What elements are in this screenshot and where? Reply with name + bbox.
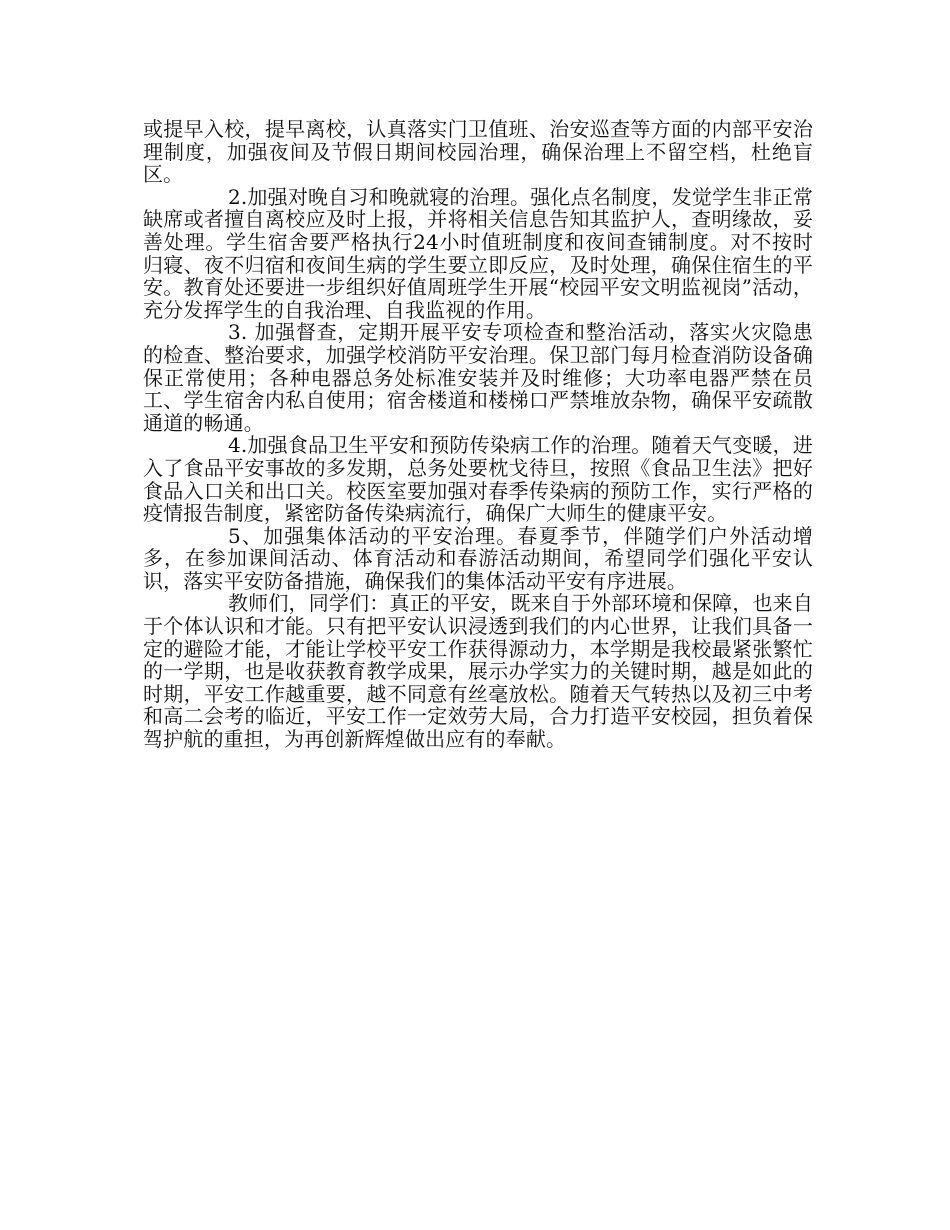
paragraph-item-5: 5、加强集体活动的平安治理。春夏季节，伴随学们户外活动增多，在参加课间活动、体育活动和春游活动期间，希望同学们强化平安认识，落实平安防备措施，确保我们的集体活动平安有序进展。 <box>143 523 813 593</box>
paragraph-item-4: 4.加强食品卫生平安和预防传染病工作的治理。随着天气变暖，进入了食品平安事故的多发期，总务处要枕戈待旦，按照《食品卫生法》把好食品入口关和出口关。校医室要加强对春季传染病的预防工作，实行严格的疫情报告制度，紧密防备传染病流行，确保广大师生的健康平安。 <box>143 433 813 526</box>
document-body <box>143 118 813 751</box>
paragraph-item-3: 3. 加强督查，定期开展平安专项检查和整治活动，落实火灾隐患的检查、整治要求，加强学校消防平安治理。保卫部门每月检查消防设备确保正常使用；各种电器总务处标准安装并及时维修；大功率电器严禁在员工、学生宿舍内私自使用；宿舍楼道和楼梯口严禁堆放杂物，确保平安疏散通道的畅通。 <box>143 320 813 435</box>
paragraph-item-2: 2.加强对晚自习和晚就寝的治理。强化点名制度，发觉学生非正常缺席或者擅自离校应及时上报，并将相关信息告知其监护人，查明缘故，妥善处理。学生宿舍要严格执行24小时值班制度和夜间查铺制度。对不按时归寝、夜不归宿和夜间生病的学生要立即反应，及时处理，确保住宿生的平安。教育处还要进一步组织好值周班学生开展“校园平安文明监视岗”活动，充分发挥学生的自我治理、自我监视的作用。 <box>143 184 813 322</box>
paragraph-continuation: 或提早入校，提早离校，认真落实门卫值班、治安巡查等方面的内部平安治理制度，加强夜间及节假日期间校园治理，确保治理上不留空档，杜绝盲区。 <box>143 117 813 187</box>
paragraph-closing: 教师们，同学们：真正的平安，既来自于外部环境和保障，也来自于个体认识和才能。只有把平安认识浸透到我们的内心世界，让我们具备一定的避险才能，才能让学校平安工作获得源动力，本学期是我校最紧张繁忙的一学期，也是收获教育教学成果，展示办学实力的关键时期，越是如此的时期，平安工作越重要，越不同意有丝毫放松。随着天气转热以及初三中考和高二会考的临近，平安工作一定效劳大局，合力打造平安校园，担负着保驾护航的重担，为再创新辉煌做出应有的奉献。 <box>143 591 813 752</box>
